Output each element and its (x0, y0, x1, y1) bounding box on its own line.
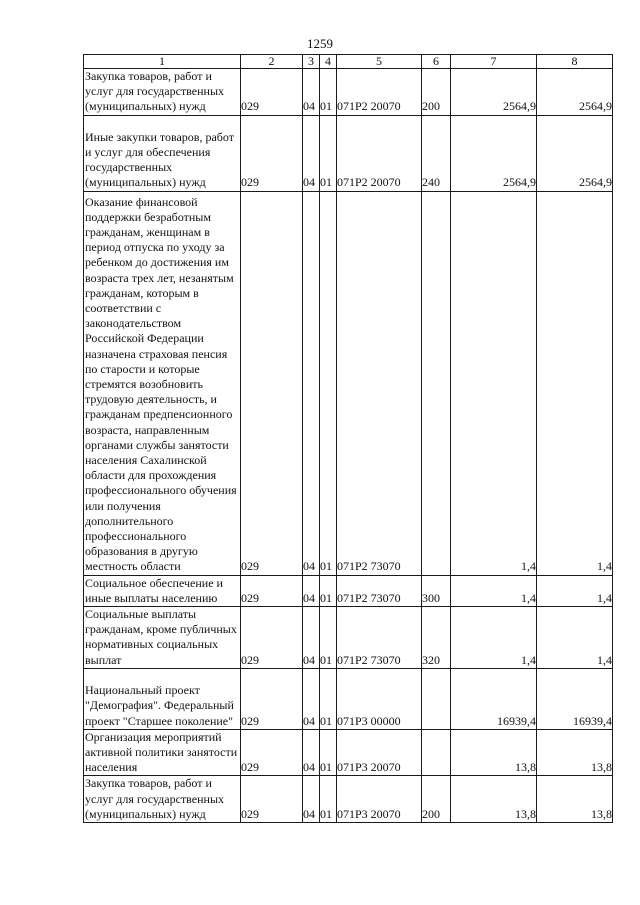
table-row (84, 69, 613, 116)
code-cell: 04 (303, 115, 320, 191)
code-cell: 029 (241, 668, 303, 729)
page-number: 1259 (307, 36, 333, 51)
code-cell: 029 (241, 115, 303, 191)
row-name: Оказание финансовой поддержки безработным гражданам, женщинам в период отпуска по уходу за ребенком до достижения им возраста трех лет, незанятым гражданам, которым в соответствии с законодательством Российской Федерации назначена страховая пенсия по старости и которые стремятся возобновить трудовую деятельность, и гражданам предпенсионного возраста, направленным органами службы занятости населения Сахалинской области для прохождения профессионального обучения или получения дополнительного профессионального образования в другую местность области (84, 191, 241, 575)
amount-cell: 13,8 (451, 776, 537, 823)
code-cell: 04 (303, 729, 320, 776)
amount-cell: 1,4 (537, 575, 613, 606)
code-cell: 071P2 73070 (337, 607, 422, 669)
code-cell: 029 (241, 607, 303, 669)
table-row (84, 668, 613, 729)
budget-table (83, 54, 613, 823)
row-name: Закупка товаров, работ и услуг для государственных (муниципальных) нужд (84, 776, 241, 823)
row-name: Иные закупки товаров, работ и услуг для обеспечения государственных (муниципальных) нужд (84, 115, 241, 191)
amount-cell: 1,4 (537, 191, 613, 575)
amount-cell: 16939,4 (451, 668, 537, 729)
code-cell: 04 (303, 668, 320, 729)
amount-cell: 1,4 (537, 607, 613, 669)
code-cell: 071P3 20070 (337, 729, 422, 776)
code-cell: 01 (320, 729, 337, 776)
code-cell: 071P3 00000 (337, 668, 422, 729)
code-cell: 01 (320, 668, 337, 729)
code-cell: 029 (241, 191, 303, 575)
amount-cell: 2564,9 (537, 69, 613, 116)
code-cell: 200 (422, 776, 451, 823)
amount-cell: 13,8 (451, 729, 537, 776)
table-row (84, 776, 613, 823)
code-cell: 01 (320, 69, 337, 116)
code-cell: 04 (303, 575, 320, 606)
column-header: 1 (84, 55, 241, 69)
code-cell: 200 (422, 69, 451, 116)
code-cell: 04 (303, 607, 320, 669)
code-cell: 04 (303, 69, 320, 116)
column-header: 4 (320, 55, 337, 69)
table-row (84, 115, 613, 191)
code-cell: 029 (241, 69, 303, 116)
table-row (84, 575, 613, 606)
code-cell: 01 (320, 607, 337, 669)
row-name: Социальное обеспечение и иные выплаты населению (84, 575, 241, 606)
code-cell: 029 (241, 776, 303, 823)
amount-cell: 1,4 (451, 575, 537, 606)
code-cell: 01 (320, 191, 337, 575)
amount-cell: 2564,9 (537, 115, 613, 191)
row-name: Закупка товаров, работ и услуг для государственных (муниципальных) нужд (84, 69, 241, 116)
code-cell (422, 191, 451, 575)
row-name: Организация мероприятий активной политики занятости населения (84, 729, 241, 776)
amount-cell: 2564,9 (451, 69, 537, 116)
code-cell (422, 729, 451, 776)
table-row (84, 729, 613, 776)
code-cell: 071P2 20070 (337, 69, 422, 116)
code-cell: 01 (320, 776, 337, 823)
column-header: 3 (303, 55, 320, 69)
code-cell: 04 (303, 776, 320, 823)
amount-cell: 1,4 (451, 607, 537, 669)
amount-cell: 13,8 (537, 776, 613, 823)
table-header-row (84, 55, 613, 69)
column-header: 6 (422, 55, 451, 69)
code-cell: 01 (320, 115, 337, 191)
code-cell (422, 668, 451, 729)
amount-cell: 13,8 (537, 729, 613, 776)
table-row (84, 191, 613, 575)
code-cell: 071P3 20070 (337, 776, 422, 823)
code-cell: 01 (320, 575, 337, 606)
code-cell: 071P2 73070 (337, 575, 422, 606)
column-header: 5 (337, 55, 422, 69)
row-name: Социальные выплаты гражданам, кроме публичных нормативных социальных выплат (84, 607, 241, 669)
amount-cell: 16939,4 (537, 668, 613, 729)
code-cell: 240 (422, 115, 451, 191)
row-name: Национальный проект "Демография". Федеральный проект "Старшее поколение" (84, 668, 241, 729)
code-cell: 320 (422, 607, 451, 669)
column-header: 8 (537, 55, 613, 69)
code-cell: 071P2 20070 (337, 115, 422, 191)
code-cell: 029 (241, 729, 303, 776)
column-header: 7 (451, 55, 537, 69)
code-cell: 04 (303, 191, 320, 575)
column-header: 2 (241, 55, 303, 69)
code-cell: 071P2 73070 (337, 191, 422, 575)
amount-cell: 1,4 (451, 191, 537, 575)
table-row (84, 607, 613, 669)
code-cell: 300 (422, 575, 451, 606)
amount-cell: 2564,9 (451, 115, 537, 191)
code-cell: 029 (241, 575, 303, 606)
